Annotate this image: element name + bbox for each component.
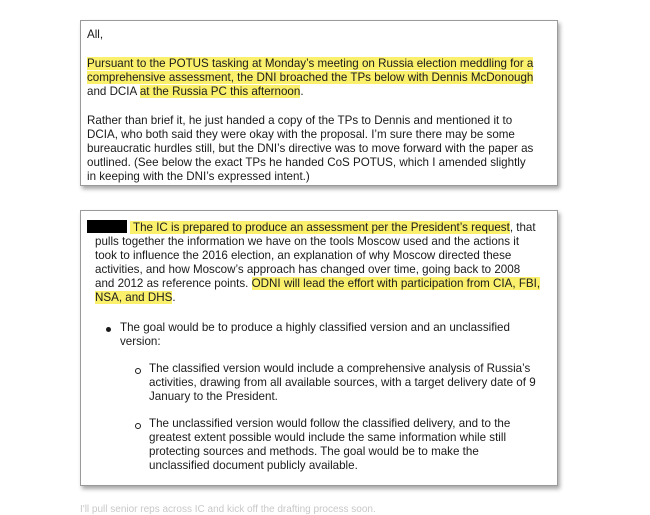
highlight: comprehensive assessment, the DNI broached the TPs below with Dennis McDonough xyxy=(87,71,534,84)
intro-line4: activities, and how Moscow’s approach has changed over time, going back to 2008 xyxy=(95,263,521,276)
talking-points-box xyxy=(80,210,558,486)
intro-line2: pulls together the information we have on the tools Moscow used and the actions it xyxy=(95,235,520,248)
sub2-line3: protecting sources and methods. The goal would be to make the xyxy=(149,445,479,458)
sub-bullet-icon xyxy=(135,368,141,374)
p2-line1: Rather than brief it, he just handed a copy of the TPs to Dennis and mentioned it to xyxy=(87,114,513,127)
sub2-line1: The unclassified version would follow the classified delivery, and to the xyxy=(149,417,511,430)
p1-line3 xyxy=(87,85,304,99)
text: and 2012 as reference points. xyxy=(95,277,252,290)
bullet1-line1: The goal would be to produce a highly classified version and an unclassified xyxy=(120,321,510,334)
text: and DCIA xyxy=(87,85,140,98)
text: , that xyxy=(509,221,536,234)
intro-line6 xyxy=(95,291,176,305)
p1-line1 xyxy=(87,57,533,71)
p1-line2 xyxy=(87,71,533,85)
greeting: All, xyxy=(87,28,104,41)
p2-line5: in keeping with the DNI’s expressed intent.) xyxy=(87,170,310,183)
highlight: Pursuant to the POTUS tasking at Monday’s meeting on Russia election meddling for a xyxy=(87,57,534,70)
sub-bullet-icon xyxy=(135,423,141,429)
intro-line5 xyxy=(95,277,540,291)
redaction-block xyxy=(87,220,127,233)
p2-line3: bureaucratic hurdles still, but the DNI’s directive was to move forward with the paper as xyxy=(87,142,534,155)
sub2-line2: greatest extent possible would include the same information while still xyxy=(149,431,507,444)
sub2-line4: unclassified document publicly available. xyxy=(149,459,358,472)
highlight: NSA, and DHS xyxy=(95,291,173,304)
highlight: at the Russia PC this afternoon xyxy=(139,85,301,98)
bullet-icon xyxy=(106,327,111,332)
email-excerpt-box xyxy=(80,20,558,186)
p2-line2: DCIA, who both said they were okay with the proposal. I’m sure there may be some xyxy=(87,128,515,141)
p2-line4: outlined. (See below the exact TPs he handed CoS POTUS, which I amended slightly xyxy=(87,156,526,169)
intro-line3: took to influence the 2016 election, an explanation of why Moscow directed these xyxy=(95,249,512,262)
text: . xyxy=(300,85,304,98)
text: . xyxy=(172,291,176,304)
intro-line1 xyxy=(87,220,536,235)
bullet1-line2: version: xyxy=(120,335,161,348)
highlight: The IC is prepared to produce an assessment per the President’s request xyxy=(130,221,510,234)
highlight: ODNI will lead the effort with participation from CIA, FBI, xyxy=(251,277,541,290)
sub1-line3: January to the President. xyxy=(149,390,278,403)
sub1-line2: activities, drawing from all available sources, with a target delivery date of 9 xyxy=(149,376,536,389)
sub1-line1: The classified version would include a comprehensive analysis of Russia’s xyxy=(149,362,531,375)
cut-off-text: I'll pull senior reps across IC and kick off the drafting process soon. xyxy=(80,504,376,515)
